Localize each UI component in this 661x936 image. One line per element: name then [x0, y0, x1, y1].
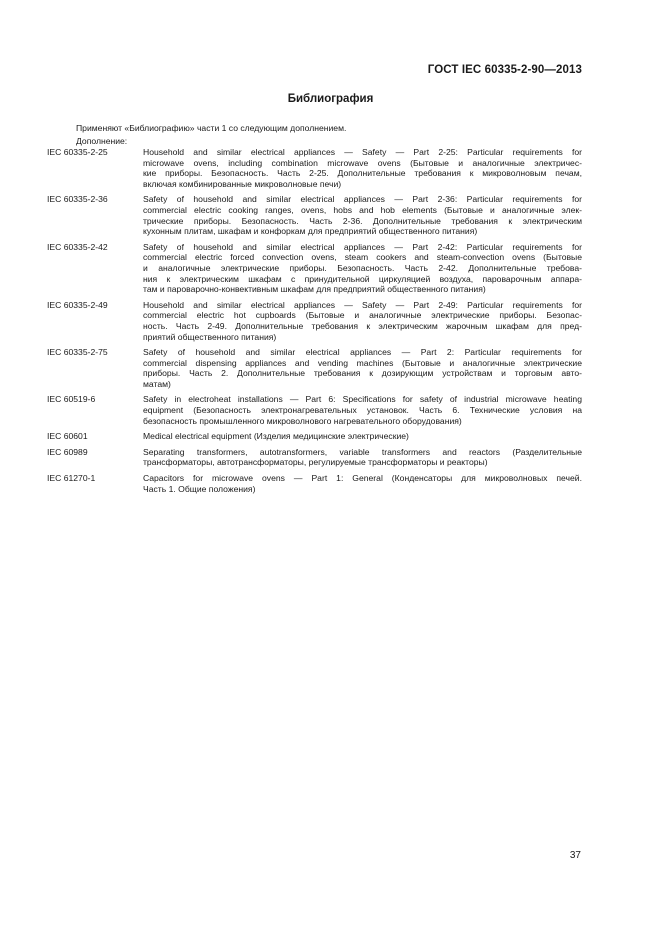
title-line: ность. Часть 2-49. Дополнительные требования к электрическим жарочным шкафам для пред- [143, 320, 582, 331]
standard-code: IEC 60335-2-49 [47, 299, 108, 310]
title-line: ния к электрическим шкафам с принудительной циркуляцией воздуха, пароварочным аппара- [143, 273, 582, 284]
standard-title [143, 430, 582, 442]
bibliography-entry [47, 346, 582, 389]
title-line: там и пароварочно-конвективным шкафам для предприятий общественного питания) [143, 284, 486, 295]
standard-code: IEC 60335-2-42 [47, 241, 108, 252]
title-line: Capacitors for microwave ovens — Part 1: General (Конденсаторы для микроволновых печей. [143, 473, 582, 484]
title-line: приятий общественного питания) [143, 331, 277, 342]
standard-title [143, 472, 582, 494]
title-line: приборы. Часть 2. Дополнительные требования к дозирующим устройствам и торговым авто- [143, 368, 582, 379]
title-line: кухонным плитам, шкафам и конфоркам для предприятий общественного питания) [143, 226, 478, 237]
standard-title [143, 446, 582, 468]
title-line: commercial dispensing appliances and vending machines (Бытовые и аналогичные электрические [143, 357, 582, 368]
standard-code: IEC 60601 [47, 431, 88, 442]
bibliography-entry [47, 430, 582, 442]
title-line: кие приборы. Безопасность. Часть 2-25. Дополнительные требования к микроволновым печам, [143, 168, 582, 179]
title-line: microwave ovens, including combination microwave ovens (Бытовые и аналогичные электричес- [143, 157, 582, 168]
addition-label: Дополнение: [76, 136, 128, 146]
standard-code: IEC 60519-6 [47, 394, 96, 405]
standard-title [143, 241, 582, 295]
standard-code: IEC 60335-2-36 [47, 194, 108, 205]
standard-title [143, 146, 582, 189]
bibliography-entry [47, 472, 582, 494]
title-line: Safety in electroheat installations — Part 6: Specifications for safety of industrial microwave heating [143, 394, 582, 405]
standard-code: IEC 60989 [47, 446, 88, 457]
title-line: commercial electric hot cupboards (Бытовые и аналогичные электрические приборы. Безопас- [143, 310, 582, 321]
title-line: commercial electric cooking ranges, ovens, hobs and hob elements (Бытовые и аналогичные элек- [143, 204, 582, 215]
title-line: Household and similar electrical appliances — Safety — Part 2-25: Particular requirements for [143, 147, 582, 157]
bibliography-entry [47, 146, 582, 189]
title-line: безопасность промышленного микроволнового нагревательного оборудования) [143, 415, 462, 426]
title-line: включая комбинированные микроволновые печи) [143, 178, 342, 189]
bibliography-list [47, 146, 582, 498]
standard-title [143, 299, 582, 342]
title-line: Safety of household and similar electrical appliances — Part 2: Particular requirements for [143, 347, 582, 358]
bibliography-entry [47, 299, 582, 342]
standard-code: IEC 60335-2-25 [47, 147, 108, 157]
standard-code: IEC 60335-2-75 [47, 347, 108, 358]
standard-title [143, 393, 582, 426]
intro-text: Применяют «Библиографию» части 1 со следующим дополнением. [76, 123, 347, 133]
title-line: трансформаторы, автотрансформаторы, регулируемые трансформаторы и реакторы) [143, 457, 488, 468]
bibliography-entry [47, 193, 582, 236]
title-line: Safety of household and similar electrical appliances — Part 2-36: Particular requirements for [143, 194, 582, 205]
title-line: трические приборы. Безопасность. Часть 2-36. Дополнительные требования к электрическим [143, 215, 582, 226]
title-line: матам) [143, 378, 171, 389]
document-header: ГОСТ IEC 60335-2-90—2013 [427, 64, 582, 76]
standard-code: IEC 61270-1 [47, 473, 96, 484]
standard-title [143, 346, 582, 389]
title-line: Часть 1. Общие положения) [143, 483, 256, 494]
title-line: Medical electrical equipment (Изделия медицинские электрические) [143, 431, 409, 442]
bibliography-entry [47, 241, 582, 295]
page-number: 37 [569, 850, 581, 861]
title-line: equipment (Безопасность электронагревательных установок. Часть 6. Технические условия на [143, 405, 582, 416]
title-line: и аналогичные электрические приборы. Безопасность. Часть 2-42. Дополнительные требова- [143, 262, 582, 273]
title-line: Household and similar electrical appliances — Safety — Part 2-49: Particular requirements for [143, 299, 582, 310]
title-line: commercial electric forced convection ovens, steam cookers and steam-convection ovens (Бытовые [143, 252, 582, 263]
bibliography-entry [47, 393, 582, 426]
page-title: Библиография [287, 93, 374, 105]
title-line: Separating transformers, autotransformers, variable transformers and reactors (Разделительные [143, 446, 582, 457]
bibliography-entry [47, 446, 582, 468]
standard-title [143, 193, 582, 236]
title-line: Safety of household and similar electrical appliances — Part 2-42: Particular requirements for [143, 241, 582, 252]
